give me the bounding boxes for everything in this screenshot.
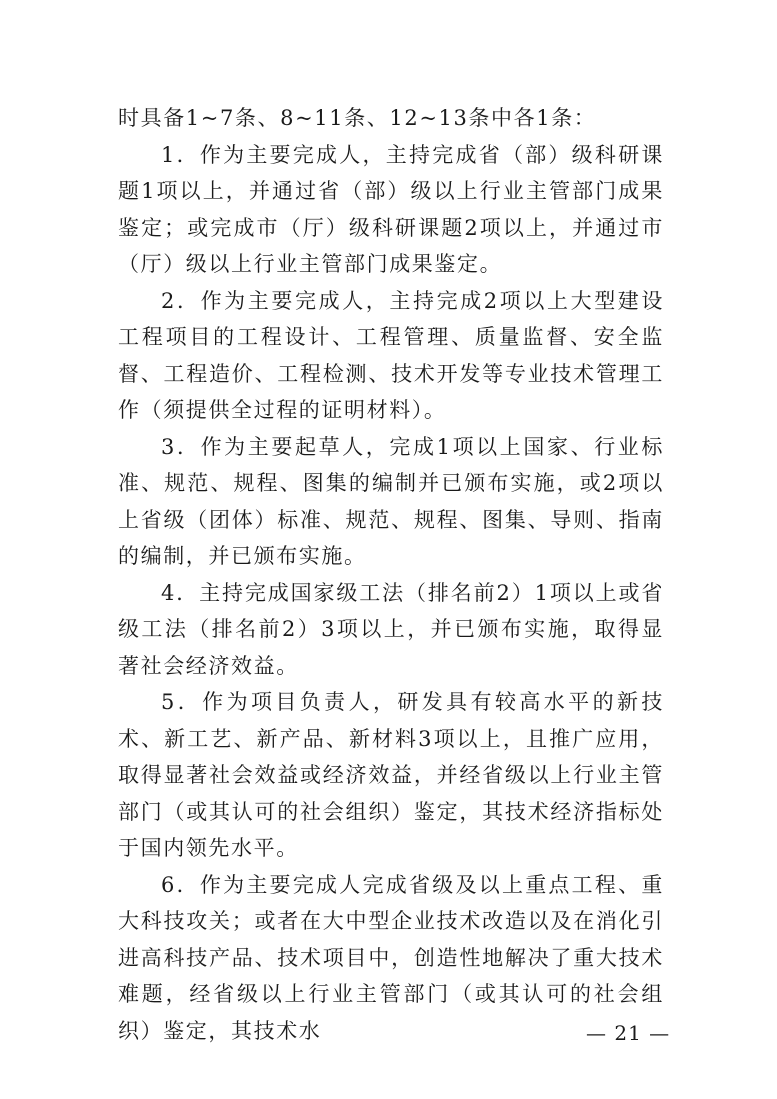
document-body xyxy=(118,100,664,1049)
page-number: — 21 — xyxy=(586,1021,671,1045)
criterion-item-3: 3．作为主要起草人，完成1项以上国家、行业标准、规范、规程、图集的编制并已颁布实施，或2项以上省级（团体）标准、规范、规程、图集、导则、指南的编制，并已颁布实施。 xyxy=(118,434,664,568)
criterion-item-6: 6．作为主要完成人完成省级及以上重点工程、重大科技攻关；或者在大中型企业技术改造以及在消化引进高科技产品、技术项目中，创造性地解决了重大技术难题，经省级以上行业主管部门（或其认可的社会组织）鉴定，其技术水 xyxy=(118,872,664,1043)
criterion-item-5: 5．作为项目负责人，研发具有较高水平的新技术、新工艺、新产品、新材料3项以上，且推广应用，取得显著社会效益或经济效益，并经省级以上行业主管部门（或其认可的社会组织）鉴定，其技术经济指标处于国内领先水平。 xyxy=(118,690,664,860)
criterion-item-1: 1．作为主要完成人，主持完成省（部）级科研课题1项以上，并通过省（部）级以上行业主管部门成果鉴定；或完成市（厅）级科研课题2项以上，并通过市（厅）级以上行业主管部门成果鉴定。 xyxy=(118,142,664,276)
criterion-item-2: 2．作为主要完成人，主持完成2项以上大型建设工程项目的工程设计、工程管理、质量监督、安全监督、工程造价、工程检测、技术开发等专业技术管理工作（须提供全过程的证明材料）。 xyxy=(118,288,664,422)
criterion-item-4: 4．主持完成国家级工法（排名前2）1项以上或省级工法（排名前2）3项以上，并已颁布实施，取得显著社会经济效益。 xyxy=(118,580,664,678)
intro-paragraph: 时具备1~7条、8~11条、12~13条中各1条： xyxy=(118,106,597,130)
